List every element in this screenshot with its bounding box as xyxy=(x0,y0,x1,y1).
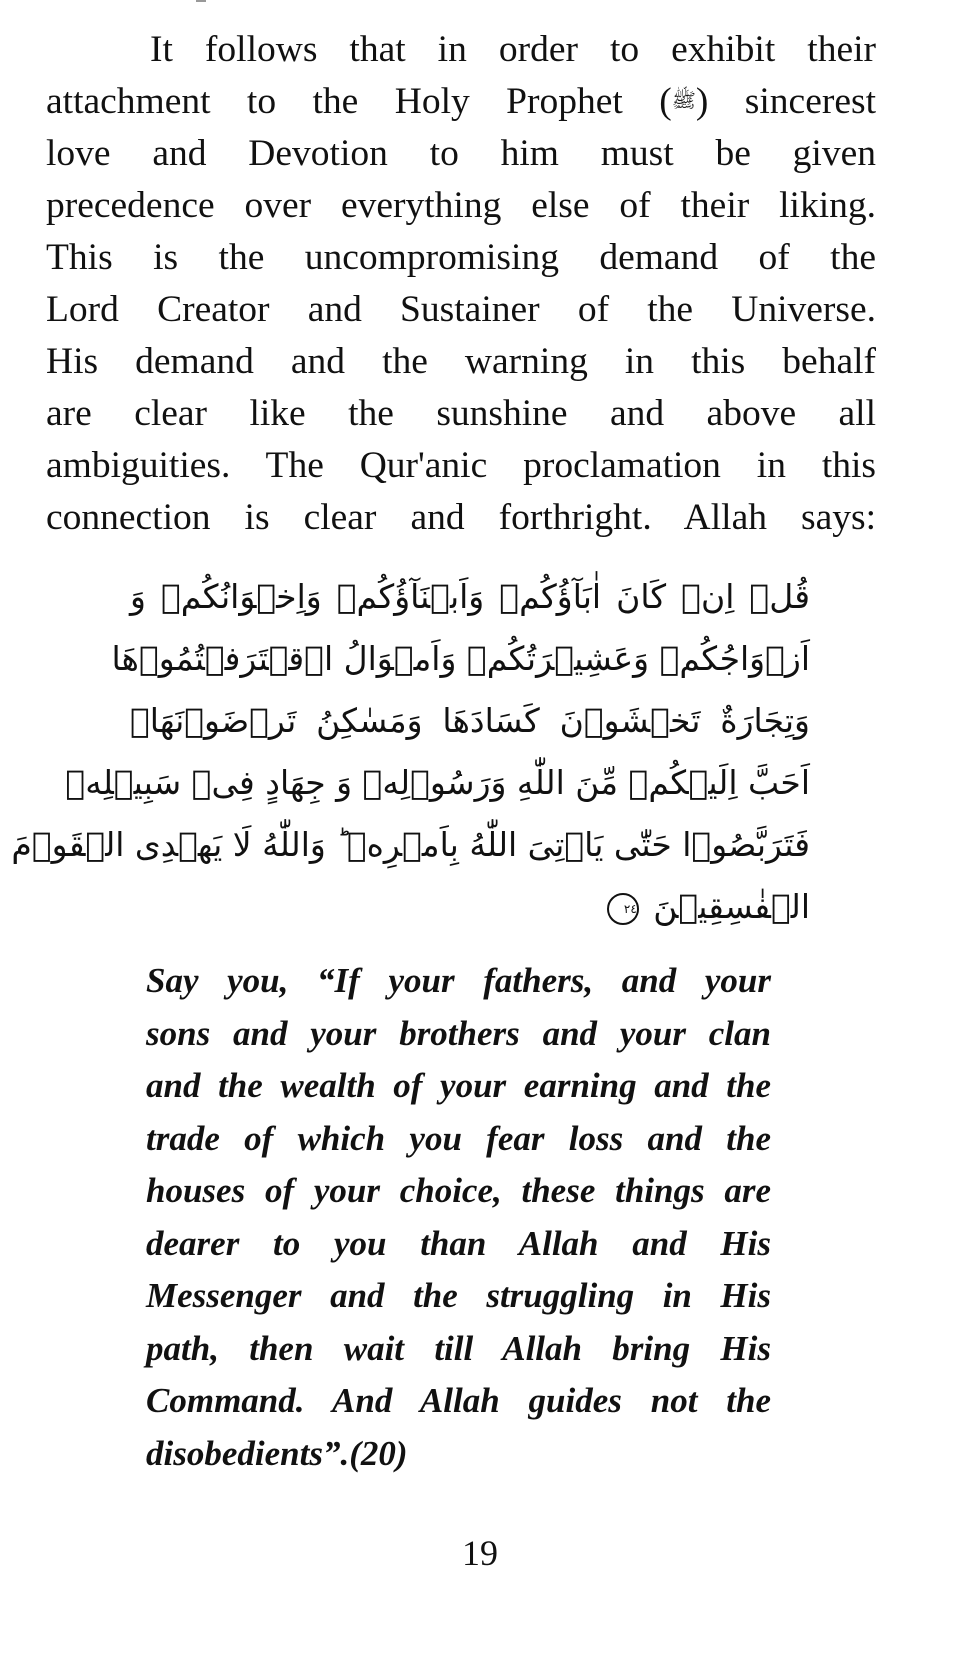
paragraph-line: This is the uncompromising demand of the xyxy=(46,237,876,278)
translation-line: disobedients”.(20) xyxy=(146,1433,408,1473)
verse-line: اَزۡوَاجُكُمۡ وَعَشِيۡرَتُكُمۡ وَاَمۡوَالُ اۨقۡتَرَفۡتُمُوۡهَا xyxy=(111,639,810,678)
translation-line: dearer to you than Allah and His xyxy=(146,1223,771,1263)
translation-line: Command. And Allah guides not the xyxy=(146,1381,771,1420)
translation-line: houses of your choice, these things are xyxy=(146,1171,771,1210)
verse-line: اَحَبَّ اِلَيۡكُمۡ مِّنَ اللّٰهِ وَرَسُوۡلِهٖ وَ جِهَادٍ فِىۡ سَبِيۡلِهٖ xyxy=(65,763,810,802)
paragraph-line: precedence over everything else of their liking. xyxy=(46,185,876,226)
verse-line-final xyxy=(130,876,810,938)
quran-verse xyxy=(11,566,810,938)
translation-line: path, then wait till Allah bring His xyxy=(146,1328,771,1368)
translation-line: Say you, “If your fathers, and your xyxy=(146,961,771,1000)
honorific-symbol: ﷺ xyxy=(671,88,696,112)
page-number: 19 xyxy=(462,1533,498,1573)
paragraph-line: It follows that in order to exhibit their xyxy=(150,29,876,70)
body-paragraph xyxy=(46,24,876,544)
verse-line: فَتَرَبَّصُوۡا حَتّٰى يَاۡتِىَ اللّٰهُ بِاَمۡرِهٖ ؕ وَاللّٰهُ لَا يَهۡدِى الۡقَوۡمَ xyxy=(11,825,810,864)
translation-line: and the wealth of your earning and the xyxy=(146,1066,771,1105)
translation-line: sons and your brothers and your clan xyxy=(146,1013,771,1053)
paragraph-line-part: attachment to the Holy Prophet ( xyxy=(46,81,672,122)
translation-line: trade of which you fear loss and the xyxy=(146,1118,771,1158)
translation-line: Messenger and the struggling in His xyxy=(146,1276,771,1315)
verse-line: وَتِجَارَةٌ تَخۡشَوۡنَ كَسَادَهَا وَمَسٰكِنُ تَرۡضَوۡنَهَاۤ xyxy=(130,701,810,740)
paragraph-line: love and Devotion to him must be given xyxy=(46,133,876,174)
paragraph-line: Lord Creator and Sustainer of the Universe. xyxy=(46,289,876,330)
verse-line: الۡفٰسِقِيۡنَ xyxy=(653,887,810,926)
print-speck xyxy=(196,0,206,8)
paragraph-line-part: ) sincerest xyxy=(695,81,876,122)
paragraph-line: connection is clear and forthright. Allah says: xyxy=(46,497,876,538)
paragraph-line: His demand and the warning in this behalf xyxy=(46,341,876,382)
paragraph-line: are clear like the sunshine and above all xyxy=(46,393,876,434)
paragraph-line: ambiguities. The Qur'anic proclamation in this xyxy=(46,445,876,486)
verse-translation xyxy=(146,955,771,1480)
ayah-number-marker: ٢٤ xyxy=(607,893,639,925)
verse-line: قُلۡ اِنۡ كَانَ اٰبَآؤُكُمۡ وَاَبۡنَآؤُكُمۡ وَاِخۡوَانُكُمۡ وَ xyxy=(130,577,810,616)
paragraph-line-with-honorific xyxy=(46,76,876,128)
